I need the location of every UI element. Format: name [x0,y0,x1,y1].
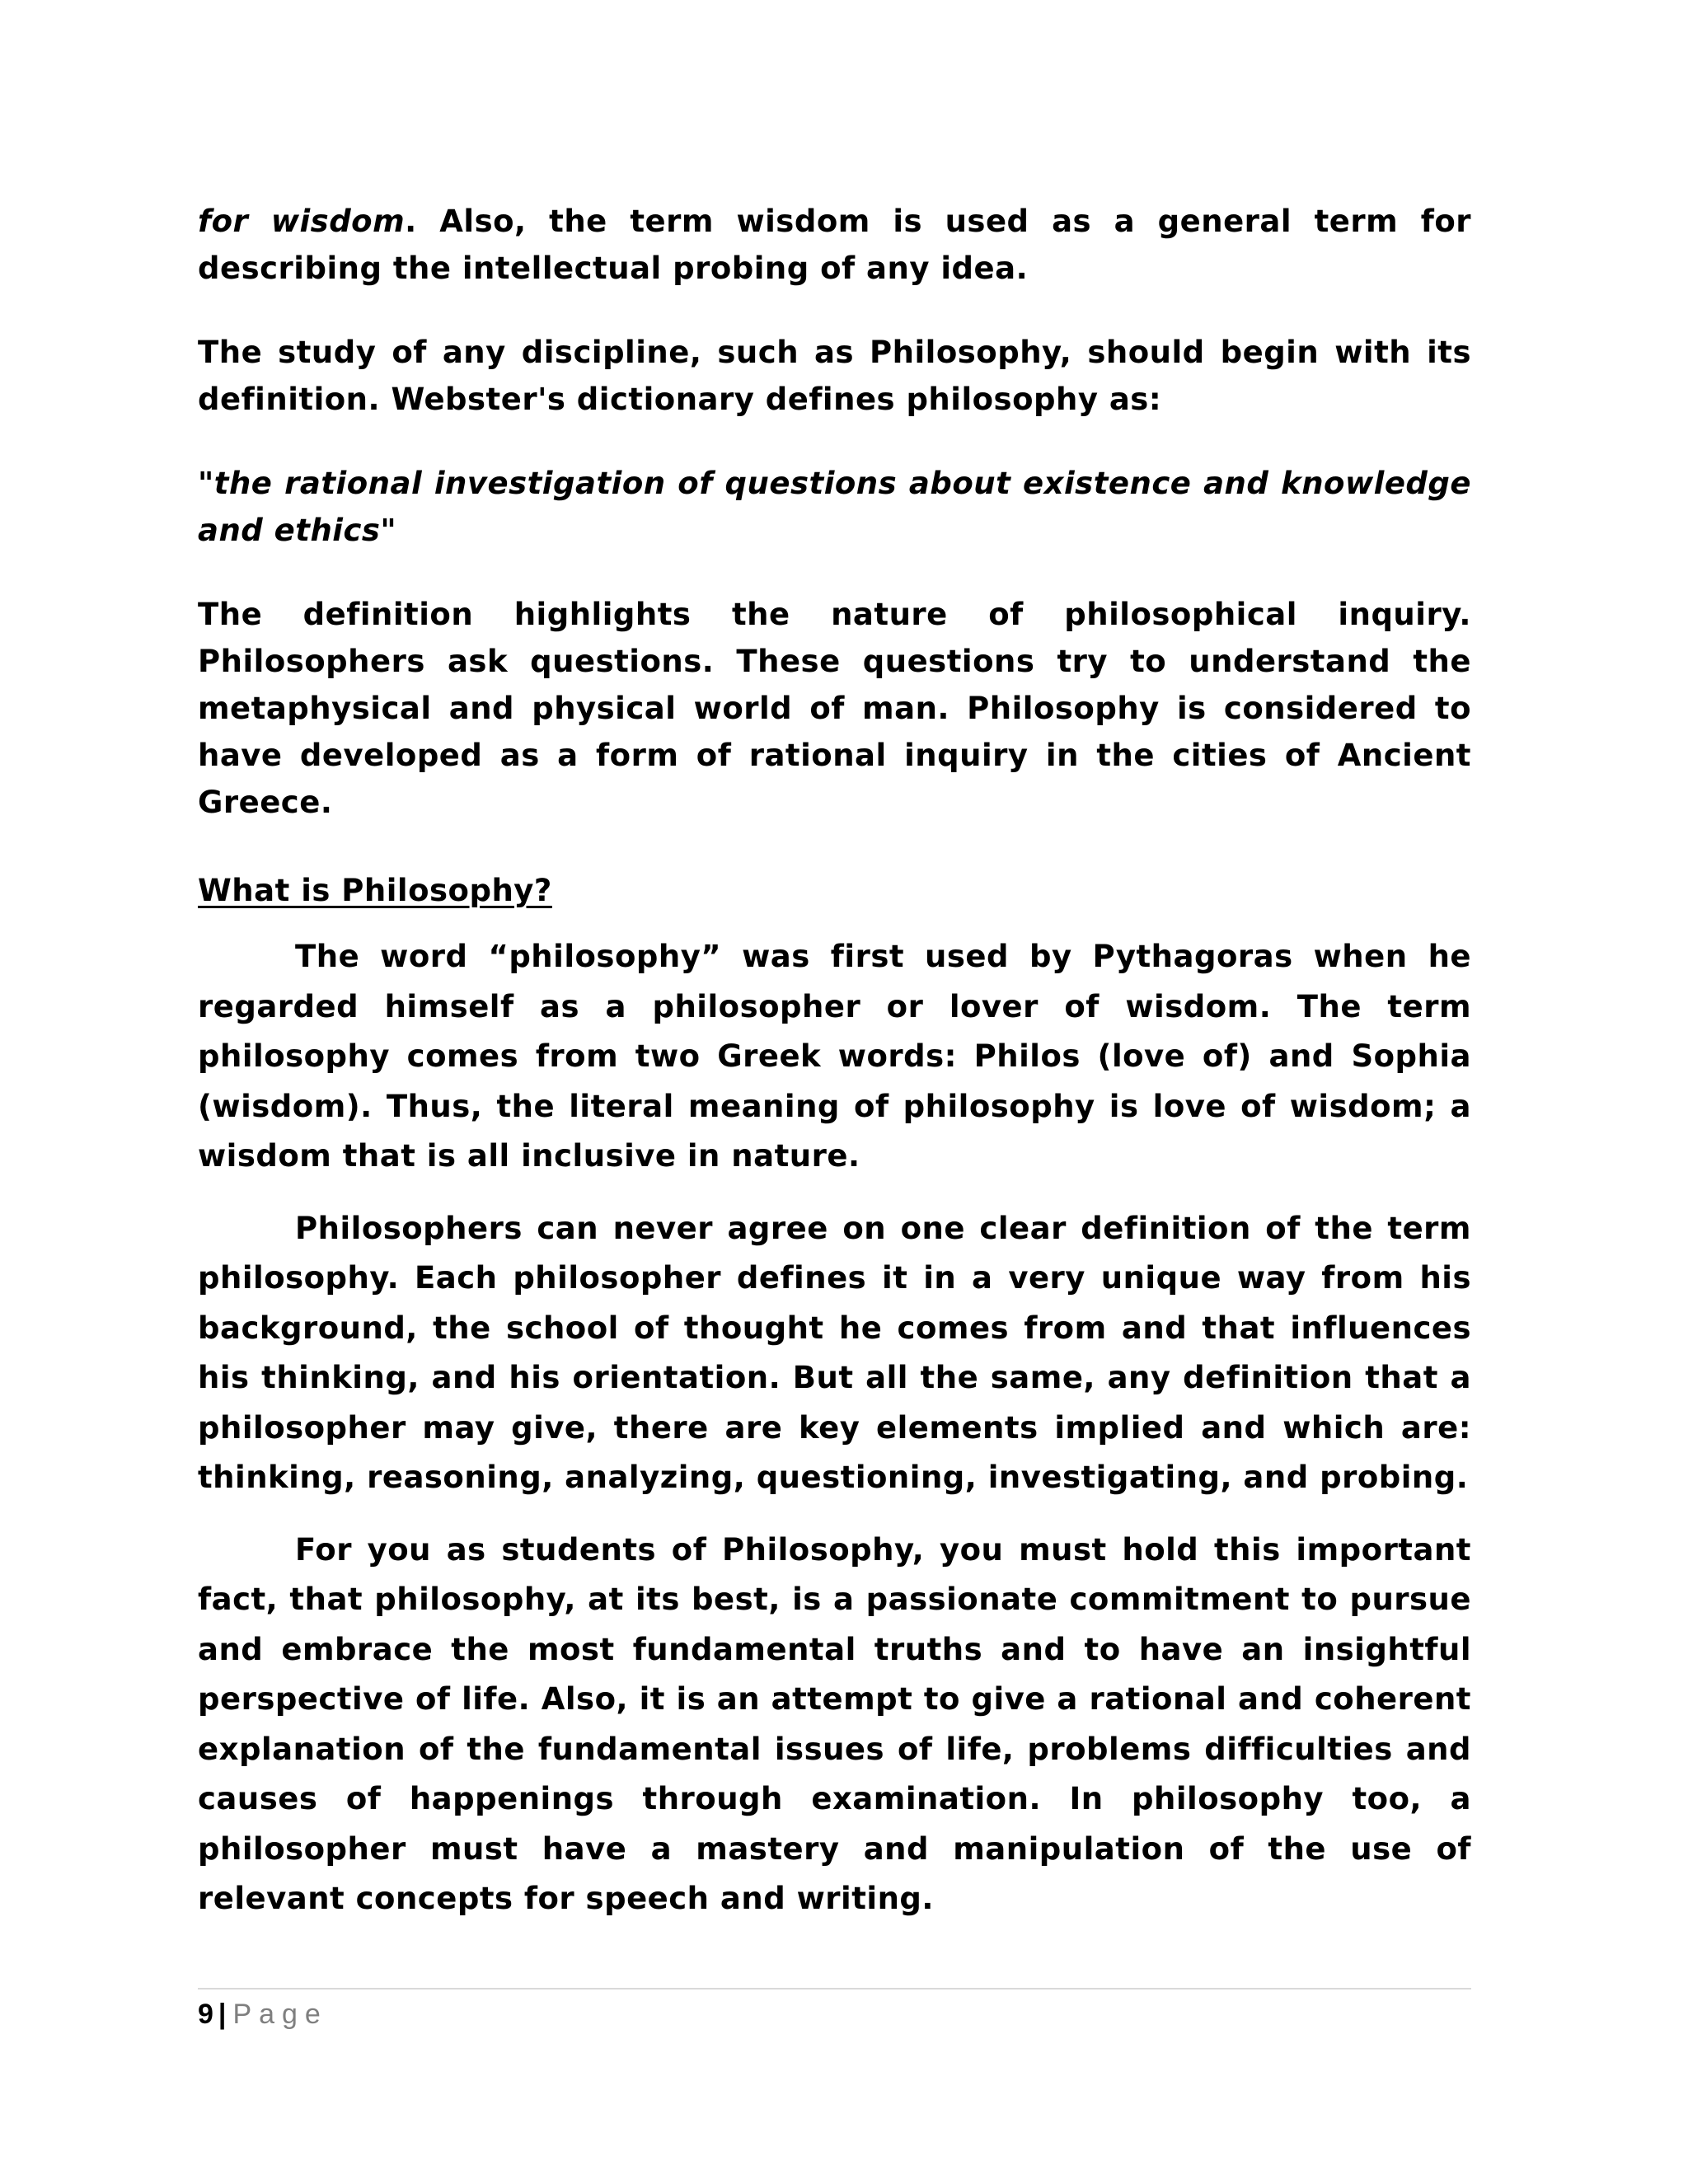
paragraph-2: The study of any discipline, such as Philosophy, should begin with its definition. Webster's dictionary defines philosophy as: [198,335,1471,417]
paragraph-5: Philosophers can never agree on one clear definition of the term philosophy. Each philosopher defines it in a very unique way from his background, the school of thought he comes from and that influences his thinking, and his orientation. But all the same, any definition that a philosopher may give, there are key elements implied and which are: thinking, reasoning, analyzing, questioning, investigating, and probing. [198,1210,1471,1495]
paragraph-3: The definition highlights the nature of philosophical inquiry. Philosophers ask questions. These questions try to understand the metaphysical and physical world of man. Philosophy is considered to have developed as a form of rational inquiry in the cities of Ancient Greece. [198,597,1471,820]
page-label: Page [232,1999,328,2030]
italic-phrase: for wisdom [198,204,406,239]
page-number: 9 [198,1999,213,2030]
paragraph-1 [198,198,1471,292]
footer-separator: | [218,1999,227,2030]
page-footer [198,1994,328,2034]
definition-quote: "the rational investigation of questions about existence and knowledge and ethics" [198,466,1471,548]
paragraph-6: For you as students of Philosophy, you must hold this important fact, that philosophy, at its best, is a passionate commitment to pursue and embrace the most fundamental truths and to have an insightful perspective of life. Also, it is an attempt to give a rational and coherent explanation of the fundamental issues of life, problems difficulties and causes of happenings through examination. In philosophy too, a philosopher must have a mastery and manipulation of the use of relevant concepts for speech and writing. [198,1531,1471,1916]
section-heading: What is Philosophy? [198,873,552,908]
paragraph-4: The word “philosophy” was first used by Pythagoras when he regarded himself as a philosopher or lover of wisdom. The term philosophy comes from two Greek words: Philos (love of) and Sophia (wisdom). Thus, the literal meaning of philosophy is love of wisdom; a wisdom that is all inclusive in nature. [198,939,1471,1174]
paragraph-1-text: . Also, the term wisdom is used as a general term for describing the intellectual probing of any idea. [198,204,1472,286]
page-body [198,198,1471,1947]
footer-divider [198,1988,1471,1990]
